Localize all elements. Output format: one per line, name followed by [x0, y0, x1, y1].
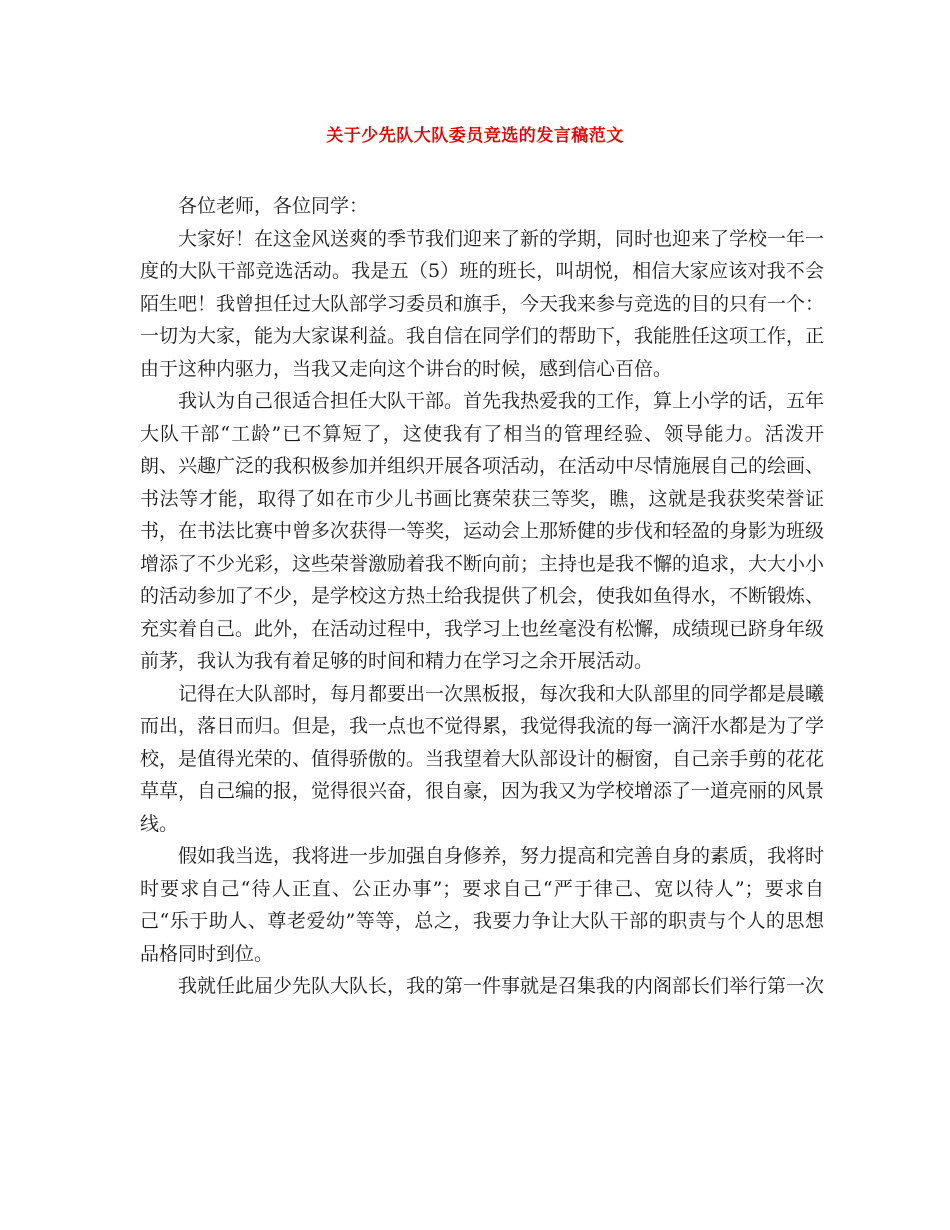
intro-paragraph: 大家好！在这金风送爽的季节我们迎来了新的学期，同时也迎来了学校一年一度的大队干部竞选活动。我是五（5）班的班长，叫胡悦，相信大家应该对我不会陌生吧！我曾担任过大队部学习委员和旗手，今天我来参与竞选的目的只有一个：一切为大家，能为大家谋利益。我自信在同学们的帮助下，我能胜任这项工作，正由于这种内驱力，当我又走向这个讲台的时候，感到信心百倍。 [140, 227, 825, 380]
promise-paragraph: 假如我当选，我将进一步加强自身修养，努力提高和完善自身的素质，我将时时要求自己“待人正直、公正办事”；要求自己“严于律己、宽以待人”；要求自己“乐于助人、尊老爱幼”等等，总之，我要力争让大队干部的职责与个人的思想品格同时到位。 [140, 845, 825, 965]
document-body [140, 190, 824, 1003]
salutation-paragraph: 各位老师，各位同学： [178, 195, 369, 217]
qualification-paragraph: 我认为自己很适合担任大队干部。首先我热爱我的工作，算上小学的话，五年大队干部“工龄”已不算短了，这使我有了相当的管理经验、领导能力。活泼开朗、兴趣广泛的我积极参加并组织开展各项活动，在活动中尽情施展自己的绘画、书法等才能，取得了如在市少儿书画比赛荣获三等奖，瞧，这就是我获奖荣誉证书，在书法比赛中曾多次获得一等奖，运动会上那矫健的步伐和轻盈的身影为班级增添了不少光彩，这些荣誉激励着我不断向前；主持也是我不懈的追求，大大小小的活动参加了不少，是学校这方热土给我提供了机会，使我如鱼得水，不断锻炼、充实着自己。此外，在活动过程中，我学习上也丝毫没有松懈，成绩现已跻身年级前茅，我认为我有着足够的时间和精力在学习之余开展活动。 [140, 390, 825, 672]
plan-paragraph: 我就任此届少先队大队长，我的第一件事就是召集我的内阁部长们举行第一次 [178, 975, 825, 997]
document-title: 关于少先队大队委员竞选的发言稿范文 [326, 126, 624, 146]
memory-paragraph: 记得在大队部时，每月都要出一次黑板报，每次我和大队部里的同学都是晨曦而出，落日而归。但是，我一点也不觉得累，我觉得我流的每一滴汗水都是为了学校，是值得光荣的、值得骄傲的。当我望着大队部设计的橱窗，自己亲手剪的花花草草，自己编的报，觉得很兴奋，很自豪，因为我又为学校增添了一道亮丽的风景线。 [140, 682, 825, 835]
